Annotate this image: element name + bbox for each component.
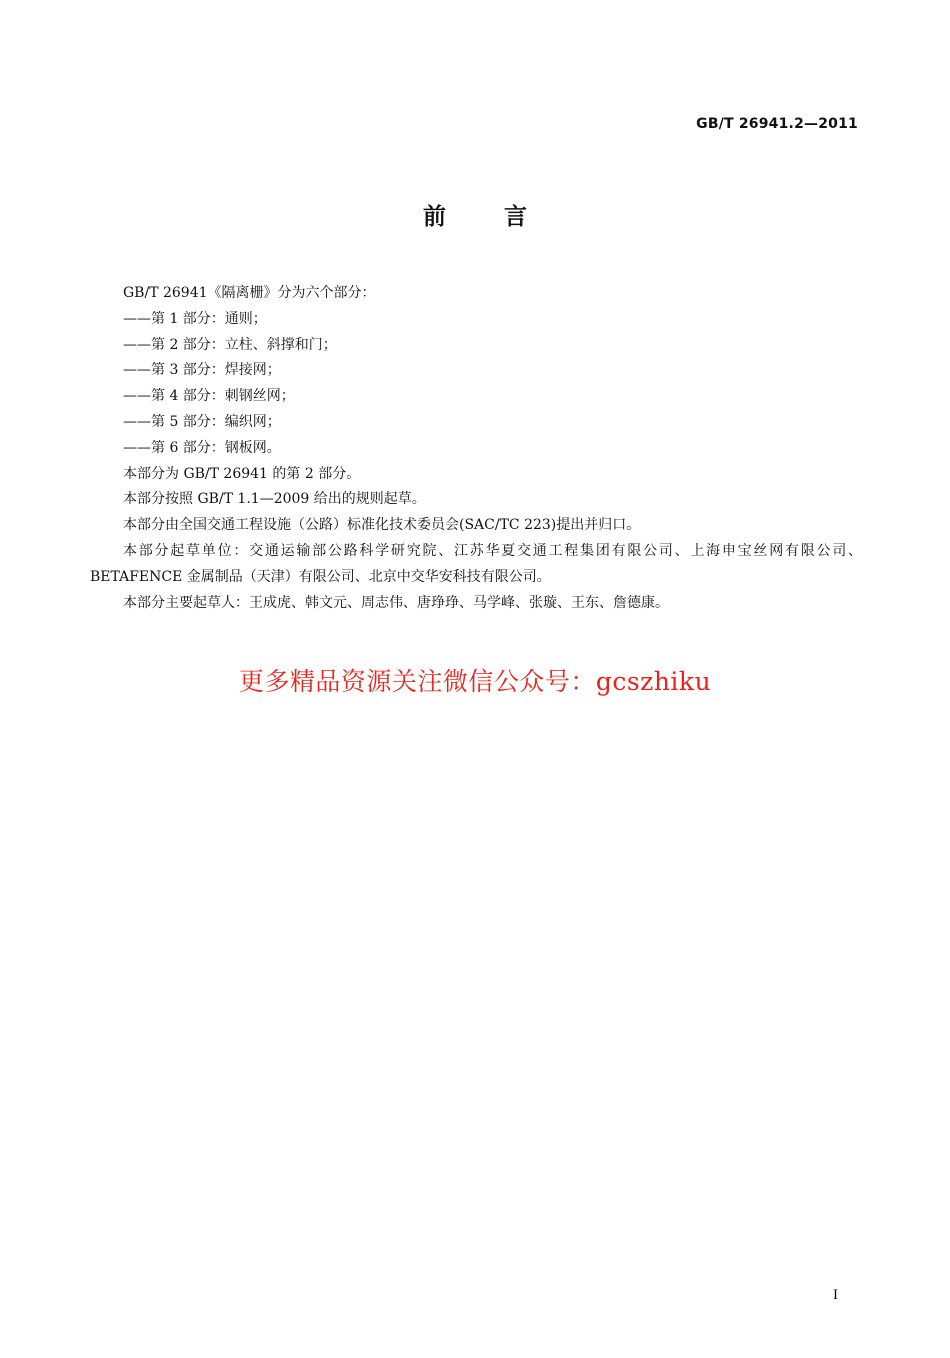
- drafting-units-paragraph: 本部分起草单位：交通运输部公路科学研究院、江苏华夏交通工程集团有限公司、上海申宝丝网有限公司、BETAFENCE 金属制品（天津）有限公司、北京中交华安科技有限公司。: [90, 542, 862, 585]
- list-item-part-4: ——第 4 部分：刺钢丝网；: [123, 388, 295, 405]
- intro-paragraph: GB/T 26941《隔离栅》分为六个部分：: [123, 285, 376, 301]
- this-part-paragraph: 本部分为 GB/T 26941 的第 2 部分。: [123, 465, 361, 482]
- list-item-part-1: ——第 1 部分：通则；: [123, 310, 267, 327]
- title-char-2: 言: [504, 204, 527, 230]
- promo-text: 更多精品资源关注微信公众号：gcszhiku: [238, 667, 712, 696]
- page-number: I: [833, 1287, 838, 1303]
- title-char-1: 前: [423, 204, 446, 230]
- drafters-paragraph: 本部分主要起草人：王成虎、韩文元、周志伟、唐琤琤、马学峰、张璇、王东、詹德康。: [123, 594, 669, 611]
- list-item-part-5: ——第 5 部分：编织网；: [123, 413, 281, 430]
- foreword-body: [90, 281, 862, 616]
- list-item-part-2: ——第 2 部分：立柱、斜撑和门；: [123, 336, 337, 353]
- standard-code: GB/T 26941.2—2011: [696, 116, 858, 132]
- proposed-paragraph: 本部分由全国交通工程设施（公路）标准化技术委员会(SAC/TC 223)提出并归口。: [123, 517, 641, 534]
- list-item-part-3: ——第 3 部分：焊接网；: [123, 362, 281, 379]
- rules-paragraph: 本部分按照 GB/T 1.1—2009 给出的规则起草。: [123, 491, 426, 508]
- list-item-part-6: ——第 6 部分：钢板网。: [123, 439, 281, 456]
- page-title: [0, 198, 950, 231]
